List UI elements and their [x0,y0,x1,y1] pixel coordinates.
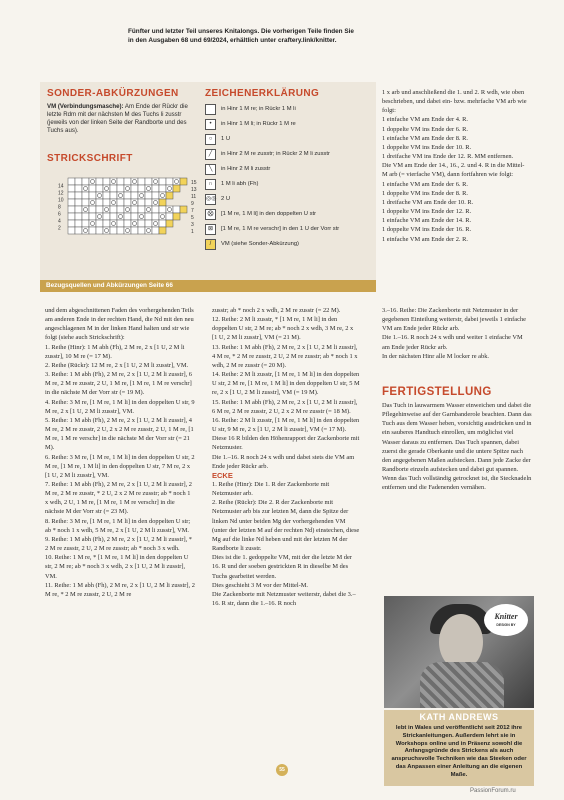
instruction-paragraph: 8. Reihe: 3 M re, [1 M re, 1 M li] in den doppelten U str; ab * noch 1 x wdh, 5 M re, 2 x [1 U, 2 M li zusstr], VM. [45,517,191,534]
instruction-paragraph: 10. Reihe: 1 M re, * [1 M re, 1 M li] in den doppelten U str, 2 M re; ab * noch 3 x wdh, 2 x [1 U, 2 M li zusstr], VM. [45,554,189,580]
instruction-paragraph: Die 1.–16. R noch 24 x wdh und weiter 1 einfache VM am Ende jeder Rückr arb. [382,334,523,351]
legend-item [205,132,230,146]
watermark: PassionForum.ru [470,788,516,794]
chart-cell [159,220,166,227]
chart-cell [110,220,117,227]
chart-cell [117,185,124,192]
chart-cell [124,185,131,192]
instruction-paragraph: 13. Reihe: 1 M abh (Fh), 2 M re, 2 x [1 U, 2 M li zusstr], 4 M re, * 2 M re zusstr, 2 U, 2 M re zusstr; ab * noch 1 x wdh, 2 M re zusstr (= 20 M). [212,343,358,369]
chart-cell [89,178,96,185]
chart-cell [117,199,124,206]
chart-cell [145,192,152,199]
chart-cell [110,185,117,192]
chart-row-number: 12 [58,190,64,197]
chart-cell [103,220,110,227]
legend-item [205,177,258,191]
chart-row-number: 7 [191,208,194,214]
chart-row-number: 10 [58,197,64,204]
chart-cell [75,178,82,185]
chart-cell [75,199,82,206]
fertigstellung-paragraph: Das Tuch in lauwarmem Wasser einweichen und dabei die Pflegehinweise auf der Garnbanderole beachten. Dann das Tuch aus dem Wasser heben, vorsichtig ausdrücken und in ein sauberes Handtuch einrollen, um möglichst viel Wasser daraus zu entfernen. Das Tuch spannen, dabei zuerst die gerade Oberkante und die untere Spitze nach den angegebenen Maßen aufstecken. Dann jede Zacke der Randborte einzeln aufstecken und dabei gut spannen. Wenn das Tuch vollständig getrocknet ist, die Stecknadeln entfernen und die Fadenenden vernähen. [382,402,532,492]
legend-label: in Hinr 2 M li zusstr [221,166,271,172]
chart-cell [152,199,159,206]
chart-cell [159,213,166,220]
instruction-paragraph: 2. Reihe (Rückr): Die 2. R der Zackenborte mit Netzmuster arb bis zur letzten M, dann die Spitze der linken Nd unter beiden Mg der vorhergehenden VM (unter der letzten M auf der rechten Nd) einstechen, diese Mg auf die linke Nd heben und mit der letzten M der Randborte li zusstr. [212,499,360,553]
chart-cell [68,178,75,185]
badge-sub: DESIGN BY [496,623,516,627]
chart-cell [82,178,89,185]
fertigstellung-title: FERTIGSTELLUNG [382,386,492,398]
instruction-paragraph: 5. Reihe: 1 M abh (Fh), 2 M re, 2 x [1 U, 2 M li zusstr], 4 M re, 2 M re zusstr, 2 U, 2 x 2 M re zusstr, 2 U, 1 M re, [1 M re, 1 M re verschr] in die nächste M der Vorr str (= 21 M). [45,416,194,452]
chart-cell [117,206,124,213]
chart-cell [75,213,82,220]
chart-cell [152,185,159,192]
instruction-paragraph: 2. Reihe (Rückr): 12 M re, 2 x [1 U, 2 M li zusstr], VM. [45,361,189,369]
chart-row-number: 4 [58,218,61,225]
chart-cell [138,220,145,227]
chart-cell [96,227,103,234]
chart-cell [166,192,173,199]
legend-label: 1 M li abh (Fh) [221,181,259,187]
instruction-paragraph: 1 einfache VM am Ende der 4. R. [382,116,468,124]
chart-cell [96,185,103,192]
chart-cell [103,213,110,220]
chart-cell [103,206,110,213]
chart-cell [68,199,75,206]
chart-cell [96,206,103,213]
chart-cell [131,192,138,199]
legend-symbol-icon: ⊠ [205,224,216,235]
sonder-title: SONDER-ABKÜRZUNGEN [47,88,179,99]
chart-cell [145,220,152,227]
instruction-paragraph: 14. Reihe: 2 M li zusstr, [1 M re, 1 M li] in den doppelten U str, 2 M re, [1 M re, 1 M li] in den doppelten U str, 5 M re, 2 x [1 U, 2 M li zusstr], VM (= 19 M). [212,371,360,397]
chart-cell [131,185,138,192]
instructions-column-3b [382,306,530,361]
instruction-paragraph: 15. Reihe: 1 M abh (Fh), 2 M re, 2 x [1 U, 2 M li zusstr], 6 M re, 2 M re zusstr, 2 U, 2 x 2 M re zusstr (= 18 M). [212,398,358,415]
legend-item [205,147,330,161]
chart-cell [124,220,131,227]
chart-cell [166,213,173,220]
instruction-paragraph: 1 doppelte VM ins Ende der 10. R. [382,143,472,151]
chart-cell [159,178,166,185]
chart-cell [110,199,117,206]
chart-cell [117,192,124,199]
chart-cell [117,227,124,234]
photo-scarf [420,662,504,708]
legend-label: 1 U [221,136,231,142]
chart-cell [166,206,173,213]
legend-symbol-icon: ╱ [205,149,216,160]
chart-cell [145,199,152,206]
legend-symbol-icon: ∩ [205,179,216,190]
chart-cell [159,199,166,206]
legend-symbol-icon: ◎◎ [205,194,216,205]
legend-label: in Hinr 1 M re; in Rückr 1 M li [221,106,296,112]
fertigstellung-text [382,401,532,493]
chart-cell [110,192,117,199]
chart-cell [96,213,103,220]
chart-cell [96,220,103,227]
chart-cell [159,185,166,192]
instruction-paragraph: 7. Reihe: 1 M abh (Fh), 2 M re, 2 x [1 U, 2 M li zusstr], 2 M re, 2 M re zusstr, * 2 U, 2 x 2 M re zusstr; ab * noch 1 x wdh, 2 U, 1 M re, [1 M re, 1 M re verschr] in die nächste M der Vorr str (= 23 M). [45,480,192,516]
chart-cell [68,206,75,213]
chart-cell [117,178,124,185]
legend-symbol-icon: • [205,119,216,130]
instruction-paragraph: Die VM am Ende der 14., 16., 2. und 4. R in die Mittel-M arb (= vierfache VM), dann fortfahren wie folgt: [382,162,525,179]
instruction-paragraph: Die Zackenborte mit Netzmuster weiterstr, dabei die 3.–16. R str, dann die 1.–16. R noch [212,590,356,607]
chart-cell [173,185,180,192]
chart-cell [138,213,145,220]
chart-row-number: 14 [58,183,64,190]
chart-cell [131,178,138,185]
chart-cell [152,220,159,227]
instruction-paragraph: zusstr; ab * noch 2 x wdh, 2 M re zusstr (= 22 M). [212,307,341,314]
chart-cell [173,206,180,213]
instruction-paragraph: 1 doppelte VM ins Ende der 6. R. [382,125,468,133]
chart-cell [138,199,145,206]
chart-cell [96,199,103,206]
chart-cell [82,206,89,213]
chart-cell [117,220,124,227]
instruction-paragraph: 1 dreifache VM ins Ende der 12. R. MM entfernen. [382,153,514,161]
chart-cell [145,206,152,213]
instruction-paragraph: 16. Reihe: 2 M li zusstr, [1 M re, 1 M li] in den doppelten U str, 9 M re, 2 x [1 U, 2 M li zusstr], VM (= 17 M). [212,416,360,434]
sonder-text: Am Ende der Rückr die letzte Rdm mit der nächsten M des Tuchs li zusstr (jeweils von der linken Seite der Randborte und des Tuchs aus). [47,103,188,134]
instruction-paragraph: und dem abgeschnittenen Faden des vorhergehenden Teils am anderen Ende in der rechten Hand, die Nd mit den neu angeschlagenen M in der linken Hand halten und str wie folgt (siehe auch Strickschrift): [45,307,194,342]
author-bio: lebt in Wales und veröffentlicht seit 2012 ihre Strickanleitungen. Außerdem lehrt sie in Workshops online und in Präsenz sowohl die Anfangsgründe des Strickens als auch anspruchsvolle Techniken wie das Steeken oder das Anpassen einer Anleitung an die eigenen Maße. [391,725,527,778]
chart-cell [110,213,117,220]
chart-cell [82,199,89,206]
chart-cell [145,178,152,185]
page-number: 55 [276,764,288,776]
chart-cell [152,178,159,185]
chart-cell [96,178,103,185]
chart-cell [159,206,166,213]
legend-item [205,237,299,251]
instruction-paragraph: 1 einfache VM am Ende der 2. R. [382,235,468,243]
chart-cell [89,213,96,220]
chart-row-number: 8 [58,204,61,211]
legend-item [205,207,316,221]
instruction-paragraph: In der nächsten Hinr alle M locker re abk. [382,352,489,360]
legend-label: VM (siehe Sonder-Abkürzung) [221,241,299,247]
legend-label: 2 U [221,196,231,202]
instruction-paragraph: 6. Reihe: 3 M re, [1 M re, 1 M li] in den doppelten U str, 2 M re, [1 M re, 1 M li] in den doppelten U str, 7 M re, 2 x [1 U, 2 M li zusstr], VM. [45,453,195,479]
designer-photo [384,596,534,708]
instruction-paragraph: 1 einfache VM am Ende der 6. R. [382,180,468,188]
chart-cell [173,213,180,220]
chart-cell [68,213,75,220]
chart-cell [103,199,110,206]
chart-cell [75,220,82,227]
chart-row-number: 5 [191,215,194,221]
reference-bar: Bezugsquellen und Abkürzungen Seite 66 [40,280,376,292]
chart-cell [124,178,131,185]
legend-label: in Hinr 2 M re zusstr; in Rückr 2 M li zusstr [221,151,330,157]
chart-cell [103,227,110,234]
chart-cell [152,213,159,220]
legend-item [205,222,339,236]
chart-cell [82,213,89,220]
legend-title: ZEICHENERKLÄRUNG [205,88,320,99]
legend-item [205,117,296,131]
chart-row-number: 1 [191,229,194,235]
chart-cell [138,178,145,185]
chart-row-number: 15 [191,180,197,186]
badge-logo: Knitter [494,612,518,621]
chart-cell [145,227,152,234]
legend-symbol-icon: ╲ [205,164,216,175]
chart-cell [180,178,187,185]
instruction-paragraph: 9. Reihe: 1 M abh (Fh), 2 M re, 2 x [1 U, 2 M li zusstr], * 2 M re zusstr, 2 U, 2 M re zusstr; ab * noch 3 x wdh. [45,535,192,553]
instruction-paragraph: 11. Reihe: 1 M abh (Fh), 2 M re, 2 x [1 U, 2 M li zusstr], 2 M re, * 2 M re zusstr, 2 U, 2 M re [45,581,195,598]
chart-cell [103,178,110,185]
chart-cell [75,185,82,192]
chart-cell [117,213,124,220]
legend-symbol-icon: ⨂ [205,209,216,220]
instruction-paragraph: 1 dreifache VM am Ende der 10. R. [382,198,474,206]
instruction-paragraph: 1. Reihe (Hinr): Die 1. R der Zackenborte mit Netzmuster arb. [212,480,330,498]
instructions-column-1 [45,306,195,599]
chart-cell [145,213,152,220]
chart-cell [68,227,75,234]
chart-cell [124,227,131,234]
chart-cell [103,192,110,199]
instruction-paragraph: Die 1.–16. R noch 24 x wdh und dabei stets die VM am Ende jeder Rückr arb. [212,453,355,470]
chart-cell [89,206,96,213]
knitting-chart [48,166,208,266]
chart-cell [180,206,187,213]
chart-cell [138,227,145,234]
chart-cell [159,227,166,234]
chart-cell [89,227,96,234]
chart-cell [131,199,138,206]
legend-symbol-icon [205,104,216,115]
chart-cell [124,199,131,206]
chart-cell [110,206,117,213]
chart-cell [166,178,173,185]
legend-symbol-icon: / [205,239,216,250]
instruction-paragraph: 1 einfache VM am Ende der 8. R. [382,134,468,142]
instructions-column-3 [382,88,530,244]
instruction-paragraph: 1 doppelte VM ins Ende der 12. R. [382,208,472,216]
chart-cell [173,178,180,185]
chart-cell [131,213,138,220]
instruction-paragraph: Diese 16 R bilden den Höhenrapport der Zackenborte mit Netzmuster. [212,435,360,452]
chart-cell [124,213,131,220]
instruction-paragraph: 1. Reihe (Hinr): 1 M abh (Fh), 2 M re, 2 x [1 U, 2 M li zusstr], 10 M re (= 17 M). [45,343,185,360]
chart-cell [68,220,75,227]
instruction-paragraph: Dies ist die 1. gedoppelte VM, mit der die letzte M der 16. R und der soeben gestrickten R in dieselbe M des Tuchs gearbeitet werden. [212,554,352,580]
instruction-paragraph: 3.–16. Reihe: Die Zackenborte mit Netzmuster in der gegebenen Einteilung weiterstr, dabei jeweils 1 einfache VM am Ende jeder Rückr arb. [382,307,527,333]
chart-cell [152,227,159,234]
instruction-paragraph: 1 doppelte VM ins Ende der 16. R. [382,226,472,234]
chart-row-number: 13 [191,187,197,193]
chart-cell [166,220,173,227]
strickschrift-title: STRICKSCHRIFT [47,153,133,164]
chart-cell [138,185,145,192]
chart-cell [89,199,96,206]
chart-row-number: 2 [58,225,61,232]
chart-cell [82,220,89,227]
sonder-term: VM (Verbindungsmasche): [47,103,124,110]
legend-label: in Hinr 1 M li; in Rückr 1 M re [221,121,296,127]
section-heading: ECKE [212,470,233,480]
chart-cell [131,227,138,234]
chart-cell [131,220,138,227]
instruction-paragraph: 1 x arb und anschließend die 1. und 2. R wdh, wie oben beschrieben, und dabei ein- bzw. mehrfache VM arb wie folgt: [382,89,527,115]
chart-cell [103,185,110,192]
chart-cell [89,192,96,199]
chart-cell [110,227,117,234]
chart-cell [124,192,131,199]
legend-label: [1 M re, 1 M li] in den doppelten U str [221,211,317,217]
chart-cell [138,192,145,199]
chart-cell [152,192,159,199]
chart-row-number: 9 [191,201,194,207]
instruction-paragraph: 3. Reihe: 1 M abh (Fh), 2 M re, 2 x [1 U, 2 M li zusstr], 6 M re, 2 M re zusstr, 2 U, 1 M re, [1 M re, 1 M re verschr] in die nächste M der Vorr str (= 19 M). [45,371,192,397]
legend-item [205,102,296,116]
chart-cell [82,227,89,234]
legend-symbol-icon: ○ [205,134,216,145]
chart-cell [75,206,82,213]
instruction-paragraph: 1 doppelte VM ins Ende der 8. R. [382,189,468,197]
instructions-column-2 [212,306,360,608]
chart-cell [159,192,166,199]
instruction-paragraph: 1 einfache VM am Ende der 14. R. [382,217,472,225]
chart-cell [89,220,96,227]
instruction-paragraph: 12. Reihe: 2 M li zusstr, * [1 M re, 1 M li] in den doppelten U str, 2 M re; ab * noch 2 x wdh, 3 M re, 2 x [1 U, 2 M li zusstr], VM (= 21 M). [212,316,354,342]
chart-cell [82,192,89,199]
intro-text: Fünfter und letzter Teil unseres Knitalongs. Die vorherigen Teile finden Sie in den Ausgaben 68 und 69/2024, erhältlich unter craftery.link/knitter. [128,28,354,44]
chart-cell [131,206,138,213]
instruction-paragraph: 4. Reihe: 3 M re, [1 M re, 1 M li] in den doppelten U str, 9 M re, 2 x [1 U, 2 M li zusstr], VM. [45,398,195,415]
chart-cell [152,206,159,213]
chart-row-number: 3 [191,222,194,228]
chart-cell [75,192,82,199]
chart-cell [68,192,75,199]
chart-cell [138,206,145,213]
chart-cell [166,185,173,192]
chart-cell [68,185,75,192]
author-name: KATH ANDREWS [419,712,499,722]
chart-row-number: 6 [58,211,61,218]
chart-cell [124,206,131,213]
sonder-body [47,103,192,135]
chart-cell [145,185,152,192]
chart-cell [82,185,89,192]
legend-label: [1 M re, 1 M re verschr] in den 1 U der Vorr str [221,226,340,232]
chart-cell [89,185,96,192]
chart-row-number: 11 [191,194,197,200]
chart-cell [110,178,117,185]
legend-item [205,162,270,176]
legend-item [205,192,230,206]
instruction-paragraph: Dies geschieht 3 M vor der Mittel-M. [212,581,309,589]
knitter-logo-badge [484,604,528,636]
chart-cell [96,192,103,199]
chart-cell [75,227,82,234]
